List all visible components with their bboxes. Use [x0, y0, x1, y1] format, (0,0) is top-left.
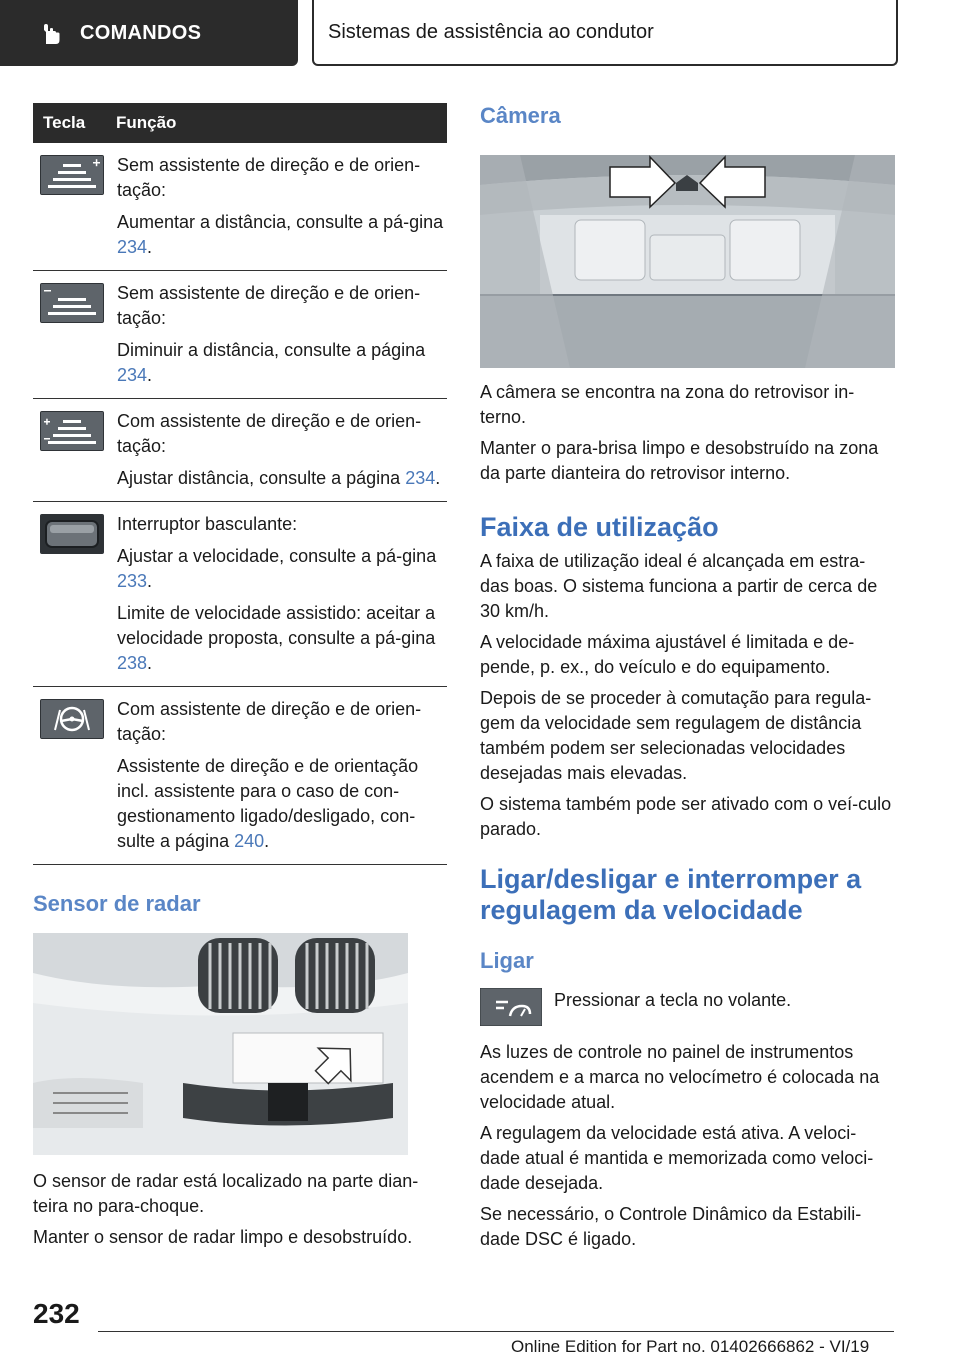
steering-assist-icon	[40, 699, 104, 739]
key-instruction	[480, 988, 894, 1026]
page-header	[0, 0, 960, 66]
punct: .	[147, 237, 153, 257]
distance-adjust-icon	[40, 411, 104, 451]
footer-rule	[98, 1331, 894, 1332]
col-key-header: Tecla	[43, 113, 86, 132]
range-paragraph: A velocidade máxima ajustável é limitada e de-pende, p. ex., do veículo e do equipamento.	[480, 632, 855, 677]
edition-note: Online Edition for Part no. 01402666862 - VI/19	[511, 1337, 870, 1356]
row-text: Ajustar a velocidade, consulte a pá-gina	[117, 546, 437, 566]
range-paragraph: Depois de se proceder à comutação para regula-gem da velocidade sem regulagem de distância também podem ser selecionadas velocidades desejadas mais elevadas.	[480, 688, 872, 783]
onoff-paragraph: A regulagem da velocidade está ativa. A veloci-dade atual é mantida e memorizada como veloci-dade desejada.	[480, 1123, 874, 1193]
onoff-paragraph: Se necessário, o Controle Dinâmico da Estabili-dade DSC é ligado.	[480, 1204, 862, 1249]
row-text: Aumentar a distância, consulte a pá-gina	[117, 212, 444, 232]
camera-heading: Câmera	[480, 103, 561, 128]
page-link[interactable]: 233	[117, 571, 148, 591]
rocker-switch-icon	[40, 514, 104, 554]
onoff-paragraph: As luzes de controle no painel de instrumentos acendem e a marca no velocímetro é colocada na velocidade atual.	[480, 1042, 880, 1112]
onoff-heading: Ligar/desligar e interromper a regulagem da velocidade	[480, 864, 862, 925]
range-heading: Faixa de utilização	[480, 512, 719, 542]
row-text: Interruptor basculante:	[117, 514, 298, 534]
page-link[interactable]: 240	[234, 831, 265, 851]
row-text: Com assistente de direção e de orien-tação:	[117, 699, 422, 744]
page-link[interactable]: 234	[405, 468, 436, 488]
chapter-title-box	[312, 0, 898, 66]
cruise-control-button-icon	[480, 988, 542, 1026]
camera-paragraph: Manter o para-brisa limpo e desobstruído na zona da parte dianteira do retrovisor interno.	[480, 438, 879, 483]
table-row	[33, 143, 447, 271]
row-text: Ajustar distância, consulte a página	[117, 468, 401, 488]
table-row	[33, 271, 447, 399]
row-text: Diminuir a distância, consulte a página	[117, 340, 426, 360]
camera-photo	[480, 155, 895, 368]
table-row	[33, 399, 447, 502]
row-text: Assistente de direção e de orientação incl. assistente para o caso de con-gestionamento ligado/desligado, con-sulte a página	[117, 756, 419, 851]
table-header	[33, 103, 447, 143]
row-text: Sem assistente de direção e de orien-tação:	[117, 283, 421, 328]
row-text: Com assistente de direção e de orien-tação:	[117, 411, 422, 456]
col-function-header: Função	[116, 113, 177, 132]
radar-sensor-photo	[33, 933, 408, 1155]
radar-paragraph: O sensor de radar está localizado na parte dian-teira no para-choque.	[33, 1171, 419, 1216]
distance-decrease-icon	[40, 283, 104, 323]
radar-paragraph: Manter o sensor de radar limpo e desobstruído.	[33, 1227, 413, 1247]
page-link[interactable]: 234	[117, 237, 148, 257]
camera-paragraph: A câmera se encontra na zona do retrovisor in-terno.	[480, 382, 855, 427]
page-number: 232	[33, 1298, 80, 1329]
section-tab	[0, 0, 298, 66]
left-column	[33, 103, 447, 1256]
punct: .	[147, 653, 153, 673]
punct: .	[264, 831, 270, 851]
table-row	[33, 502, 447, 687]
punct: .	[435, 468, 441, 488]
right-column	[480, 103, 894, 1258]
section-label: COMANDOS	[80, 21, 202, 44]
radar-heading: Sensor de radar	[33, 891, 201, 916]
punct: .	[147, 571, 153, 591]
page-link[interactable]: 234	[117, 365, 148, 385]
page-link[interactable]: 238	[117, 653, 148, 673]
turn-on-subheading: Ligar	[480, 948, 534, 973]
table-row	[33, 687, 447, 865]
range-paragraph: A faixa de utilização ideal é alcançada em estra-das boas. O sistema funciona a partir de cerca de 30 km/h.	[480, 551, 878, 621]
hand-icon	[38, 20, 64, 46]
range-paragraph: O sistema também pode ser ativado com o veí-culo parado.	[480, 794, 892, 839]
punct: .	[147, 365, 153, 385]
row-text: Sem assistente de direção e de orien-tação:	[117, 155, 421, 200]
row-text: Limite de velocidade assistido: aceitar a velocidade proposta, consulte a pá-gina	[117, 603, 436, 648]
chapter-title: Sistemas de assistência ao condutor	[328, 20, 654, 43]
key-instruction-text: Pressionar a tecla no volante.	[554, 990, 792, 1010]
distance-increase-icon	[40, 155, 104, 195]
